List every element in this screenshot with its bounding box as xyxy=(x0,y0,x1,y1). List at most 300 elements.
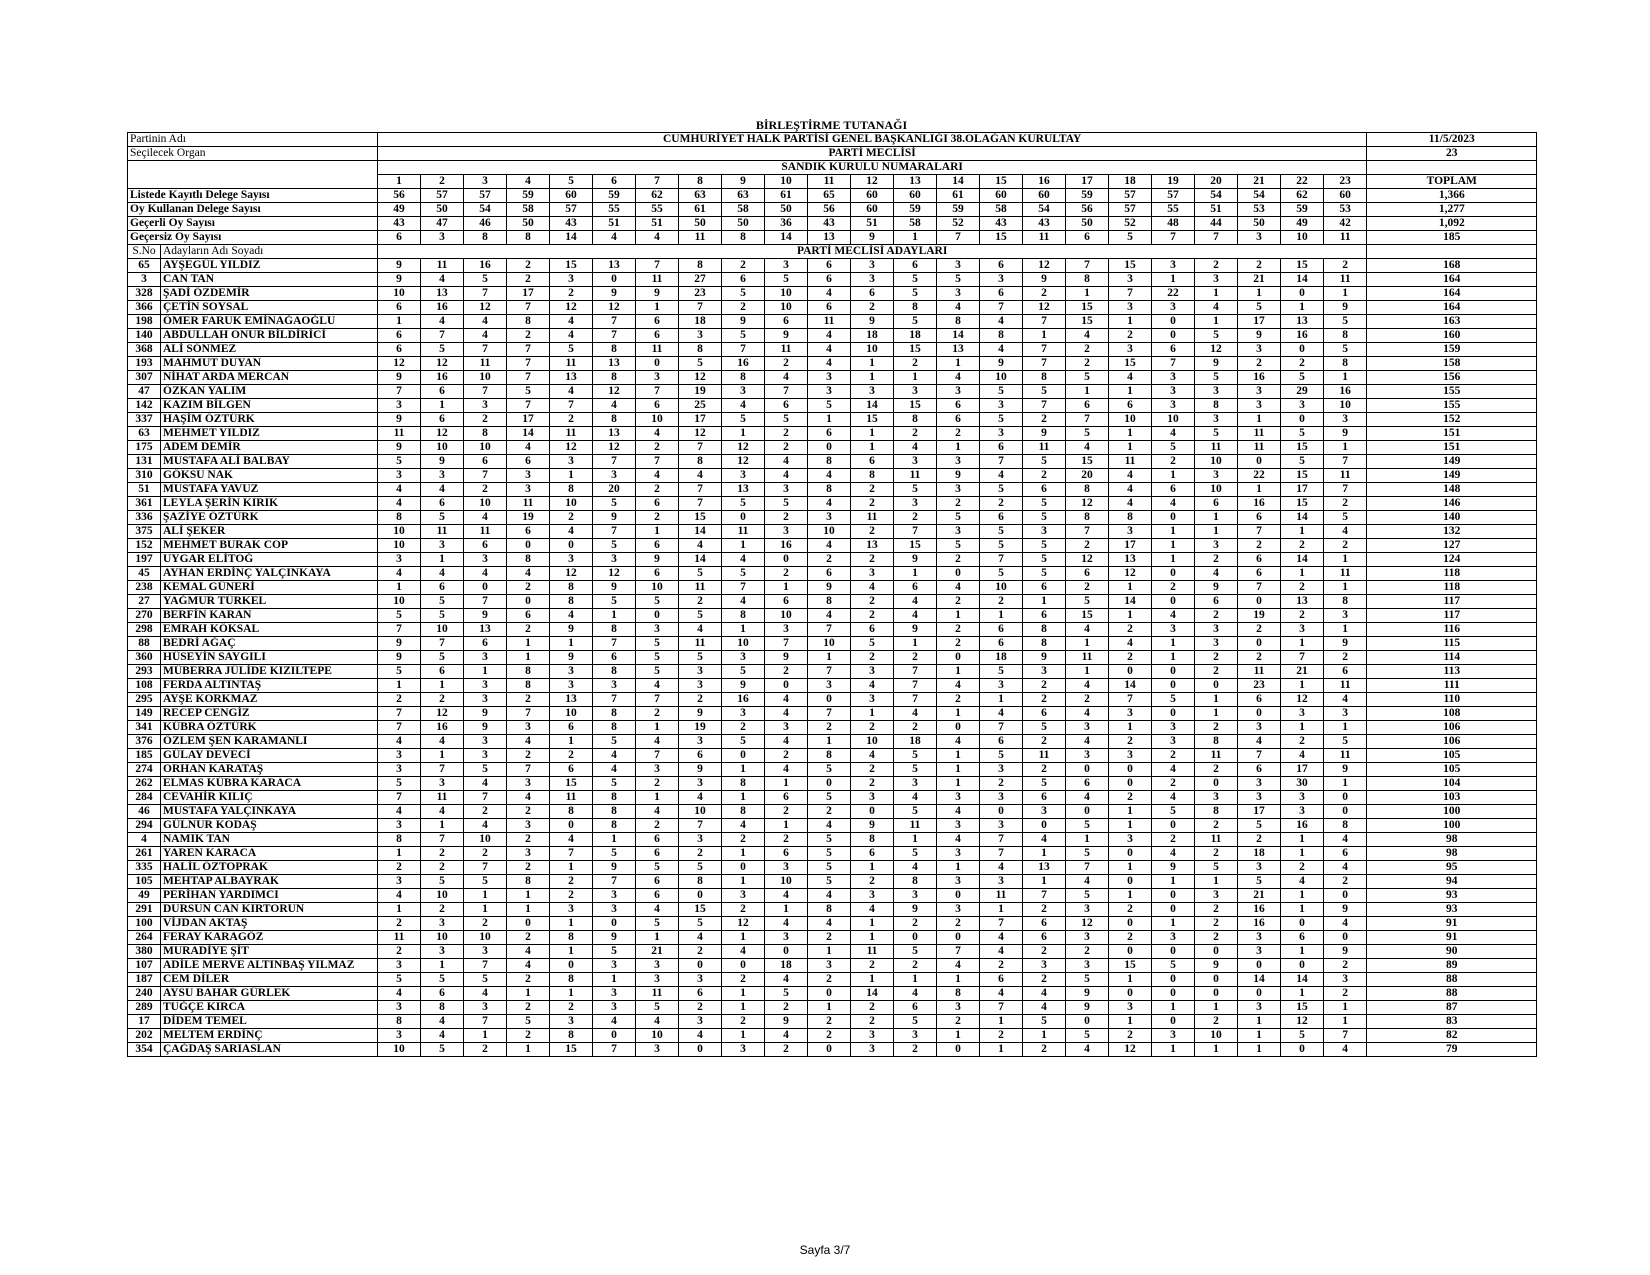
vote-count: 4 xyxy=(851,679,894,693)
vote-count: 3 xyxy=(722,889,765,903)
vote-count: 0 xyxy=(722,749,765,763)
candidate-row xyxy=(128,749,1537,763)
candidate-total: 88 xyxy=(1367,973,1537,987)
vote-count: 6 xyxy=(1023,707,1066,721)
vote-count: 2 xyxy=(1066,357,1109,371)
vote-count: 9 xyxy=(1195,959,1238,973)
vote-count: 9 xyxy=(593,931,636,945)
vote-count: 4 xyxy=(808,917,851,931)
vote-count: 2 xyxy=(722,973,765,987)
vote-count: 3 xyxy=(378,819,421,833)
vote-count: 1 xyxy=(851,973,894,987)
vote-count: 10 xyxy=(1324,399,1367,413)
vote-count: 4 xyxy=(636,679,679,693)
vote-count: 9 xyxy=(1152,861,1195,875)
vote-count: 8 xyxy=(1324,595,1367,609)
vote-count: 4 xyxy=(1324,833,1367,847)
summary-value: 54 xyxy=(1023,203,1066,217)
vote-count: 15 xyxy=(1066,301,1109,315)
vote-count: 15 xyxy=(550,259,593,273)
vote-count: 3 xyxy=(593,987,636,1001)
candidate-name: DİDEM TEMEL xyxy=(161,1015,378,1029)
vote-count: 1 xyxy=(980,693,1023,707)
vote-count: 5 xyxy=(894,847,937,861)
vote-count: 10 xyxy=(980,581,1023,595)
vote-count: 2 xyxy=(1281,861,1324,875)
column-number: 11 xyxy=(808,175,851,189)
vote-count: 0 xyxy=(1324,931,1367,945)
vote-count: 8 xyxy=(722,609,765,623)
vote-count: 2 xyxy=(1152,833,1195,847)
vote-count: 1 xyxy=(1281,525,1324,539)
candidate-row xyxy=(128,791,1537,805)
vote-count: 7 xyxy=(593,875,636,889)
vote-count: 1 xyxy=(808,413,851,427)
vote-count: 0 xyxy=(1109,987,1152,1001)
vote-count: 3 xyxy=(1152,1029,1195,1043)
vote-count: 9 xyxy=(1324,427,1367,441)
vote-count: 1 xyxy=(507,651,550,665)
vote-count: 6 xyxy=(1066,777,1109,791)
vote-count: 4 xyxy=(636,469,679,483)
vote-count: 4 xyxy=(1324,917,1367,931)
vote-count: 3 xyxy=(937,455,980,469)
vote-count: 0 xyxy=(1281,287,1324,301)
vote-count: 6 xyxy=(1023,609,1066,623)
vote-count: 19 xyxy=(679,385,722,399)
candidate-name: ORHAN KARATAŞ xyxy=(161,763,378,777)
vote-count: 15 xyxy=(1109,259,1152,273)
vote-count: 7 xyxy=(1066,861,1109,875)
vote-count: 2 xyxy=(464,917,507,931)
vote-count: 4 xyxy=(808,287,851,301)
vote-count: 3 xyxy=(507,469,550,483)
vote-count: 14 xyxy=(851,399,894,413)
vote-count: 3 xyxy=(1109,301,1152,315)
vote-count: 4 xyxy=(378,805,421,819)
summary-value: 43 xyxy=(550,217,593,231)
vote-count: 10 xyxy=(808,525,851,539)
vote-count: 3 xyxy=(378,1029,421,1043)
summary-value: 56 xyxy=(1066,203,1109,217)
vote-count: 3 xyxy=(378,875,421,889)
summary-value: 60 xyxy=(851,203,894,217)
vote-count: 10 xyxy=(550,497,593,511)
vote-count: 0 xyxy=(593,917,636,931)
vote-count: 2 xyxy=(894,1043,937,1057)
candidate-row xyxy=(128,679,1537,693)
vote-count: 2 xyxy=(851,553,894,567)
vote-count: 4 xyxy=(1152,791,1195,805)
summary-value: 51 xyxy=(593,217,636,231)
vote-count: 2 xyxy=(1109,623,1152,637)
vote-count: 4 xyxy=(421,1015,464,1029)
candidate-total: 148 xyxy=(1367,483,1537,497)
vote-count: 13 xyxy=(1023,861,1066,875)
column-number: 20 xyxy=(1195,175,1238,189)
vote-count: 3 xyxy=(464,399,507,413)
vote-count: 12 xyxy=(378,357,421,371)
candidate-name: ÇAĞDAŞ SARIASLAN xyxy=(161,1043,378,1057)
vote-count: 3 xyxy=(1066,959,1109,973)
vote-count: 3 xyxy=(851,259,894,273)
candidate-total: 113 xyxy=(1367,665,1537,679)
vote-count: 0 xyxy=(722,861,765,875)
vote-count: 3 xyxy=(851,693,894,707)
vote-count: 6 xyxy=(593,651,636,665)
candidate-name: MEHMET YILDIZ xyxy=(161,427,378,441)
candidate-name: UYGAR ELİTOĞ xyxy=(161,553,378,567)
candidate-name: BEDRİ AĞAÇ xyxy=(161,637,378,651)
vote-count: 1 xyxy=(1238,1015,1281,1029)
candidate-name: BERFİN KARAN xyxy=(161,609,378,623)
vote-count: 2 xyxy=(851,763,894,777)
summary-value: 14 xyxy=(765,231,808,245)
vote-count: 15 xyxy=(1109,357,1152,371)
vote-count: 2 xyxy=(550,749,593,763)
vote-count: 6 xyxy=(1109,399,1152,413)
summary-value: 57 xyxy=(550,203,593,217)
vote-count: 8 xyxy=(593,721,636,735)
vote-count: 1 xyxy=(464,889,507,903)
candidate-row xyxy=(128,525,1537,539)
vote-count: 3 xyxy=(636,371,679,385)
vote-count: 4 xyxy=(593,1015,636,1029)
vote-count: 1 xyxy=(1281,847,1324,861)
vote-count: 2 xyxy=(980,595,1023,609)
vote-count: 2 xyxy=(1195,819,1238,833)
candidate-name: MELTEM ERDİNÇ xyxy=(161,1029,378,1043)
vote-count: 12 xyxy=(1066,917,1109,931)
vote-count: 8 xyxy=(593,805,636,819)
candidates-header-row xyxy=(128,245,1537,259)
candidate-number: 108 xyxy=(128,679,161,693)
vote-count: 0 xyxy=(1281,959,1324,973)
vote-count: 0 xyxy=(1238,455,1281,469)
summary-value: 59 xyxy=(507,189,550,203)
vote-count: 12 xyxy=(722,441,765,455)
vote-count: 12 xyxy=(421,707,464,721)
vote-count: 2 xyxy=(1281,357,1324,371)
vote-count: 4 xyxy=(550,385,593,399)
vote-count: 6 xyxy=(937,413,980,427)
vote-count: 11 xyxy=(550,357,593,371)
vote-count: 1 xyxy=(722,847,765,861)
vote-count: 0 xyxy=(722,959,765,973)
vote-count: 0 xyxy=(1109,763,1152,777)
vote-count: 12 xyxy=(1023,259,1066,273)
vote-count: 3 xyxy=(593,903,636,917)
vote-count: 13 xyxy=(722,483,765,497)
vote-count: 7 xyxy=(464,385,507,399)
vote-count: 4 xyxy=(937,371,980,385)
candidate-name: LEYLA ŞERİN KIRIK xyxy=(161,497,378,511)
vote-count: 8 xyxy=(593,791,636,805)
candidate-row xyxy=(128,399,1537,413)
vote-count: 11 xyxy=(1238,665,1281,679)
column-header-row xyxy=(128,175,1537,189)
summary-value: 8 xyxy=(722,231,765,245)
vote-count: 4 xyxy=(1066,329,1109,343)
summary-value: 59 xyxy=(593,189,636,203)
vote-count: 11 xyxy=(464,357,507,371)
vote-count: 4 xyxy=(980,707,1023,721)
vote-count: 11 xyxy=(894,819,937,833)
party-label: Partinin Adı xyxy=(128,133,378,147)
vote-count: 4 xyxy=(765,455,808,469)
vote-count: 10 xyxy=(464,931,507,945)
vote-count: 3 xyxy=(937,847,980,861)
vote-count: 2 xyxy=(1238,623,1281,637)
vote-count: 3 xyxy=(636,959,679,973)
vote-count: 5 xyxy=(593,595,636,609)
vote-count: 6 xyxy=(1281,931,1324,945)
vote-count: 3 xyxy=(550,1015,593,1029)
vote-count: 2 xyxy=(1281,581,1324,595)
vote-count: 3 xyxy=(1281,707,1324,721)
vote-count: 9 xyxy=(1023,427,1066,441)
vote-count: 1 xyxy=(980,903,1023,917)
candidate-name: HAŞİM ÖZTÜRK xyxy=(161,413,378,427)
vote-count: 14 xyxy=(1281,973,1324,987)
vote-count: 2 xyxy=(421,903,464,917)
vote-count: 5 xyxy=(464,763,507,777)
vote-count: 0 xyxy=(1281,413,1324,427)
summary-value: 3 xyxy=(421,231,464,245)
summary-value: 9 xyxy=(851,231,894,245)
vote-count: 3 xyxy=(1152,301,1195,315)
candidate-name: PERİHAN YARDIMCI xyxy=(161,889,378,903)
vote-count: 1 xyxy=(507,889,550,903)
vote-count: 5 xyxy=(464,273,507,287)
vote-count: 3 xyxy=(421,469,464,483)
vote-count: 4 xyxy=(679,1029,722,1043)
vote-count: 5 xyxy=(1152,959,1195,973)
vote-count: 1 xyxy=(636,931,679,945)
vote-count: 7 xyxy=(593,525,636,539)
summary-label: Oy Kullanan Delege Sayısı xyxy=(128,203,378,217)
vote-count: 3 xyxy=(1152,385,1195,399)
vote-count: 5 xyxy=(1152,693,1195,707)
vote-count: 1 xyxy=(894,567,937,581)
summary-value: 63 xyxy=(722,189,765,203)
vote-count: 12 xyxy=(550,567,593,581)
vote-count: 3 xyxy=(980,273,1023,287)
vote-count: 2 xyxy=(765,1043,808,1057)
candidate-name: RECEP CENGİZ xyxy=(161,707,378,721)
vote-count: 3 xyxy=(550,455,593,469)
vote-count: 0 xyxy=(1109,875,1152,889)
vote-count: 8 xyxy=(507,553,550,567)
candidate-total: 111 xyxy=(1367,679,1537,693)
vote-count: 7 xyxy=(894,665,937,679)
vote-count: 10 xyxy=(980,371,1023,385)
vote-count: 6 xyxy=(464,637,507,651)
candidate-name: EMRAH KÖKSAL xyxy=(161,623,378,637)
vote-count: 4 xyxy=(679,623,722,637)
candidate-total: 90 xyxy=(1367,945,1537,959)
vote-count: 7 xyxy=(679,497,722,511)
vote-count: 11 xyxy=(636,987,679,1001)
vote-count: 15 xyxy=(1109,959,1152,973)
vote-count: 5 xyxy=(421,343,464,357)
vote-count: 7 xyxy=(507,357,550,371)
vote-count: 5 xyxy=(937,539,980,553)
vote-count: 10 xyxy=(1152,413,1195,427)
vote-count: 10 xyxy=(464,497,507,511)
vote-count: 2 xyxy=(679,945,722,959)
vote-count: 3 xyxy=(421,777,464,791)
summary-value: 1 xyxy=(894,231,937,245)
vote-count: 5 xyxy=(1023,455,1066,469)
vote-count: 2 xyxy=(765,665,808,679)
vote-count: 3 xyxy=(851,273,894,287)
vote-count: 11 xyxy=(1195,833,1238,847)
vote-count: 8 xyxy=(808,483,851,497)
candidate-name: CEVAHİR KILIÇ xyxy=(161,791,378,805)
vote-count: 11 xyxy=(808,315,851,329)
vote-count: 5 xyxy=(851,637,894,651)
vote-count: 5 xyxy=(1023,777,1066,791)
vote-count: 11 xyxy=(421,525,464,539)
vote-count: 7 xyxy=(980,847,1023,861)
column-number: 9 xyxy=(722,175,765,189)
summary-value: 60 xyxy=(550,189,593,203)
vote-count: 14 xyxy=(679,553,722,567)
vote-count: 6 xyxy=(636,329,679,343)
vote-count: 4 xyxy=(636,805,679,819)
vote-count: 5 xyxy=(894,315,937,329)
vote-count: 3 xyxy=(765,623,808,637)
vote-count: 1 xyxy=(1152,917,1195,931)
vote-count: 11 xyxy=(550,427,593,441)
vote-count: 5 xyxy=(980,749,1023,763)
vote-count: 8 xyxy=(550,483,593,497)
vote-count: 10 xyxy=(636,413,679,427)
vote-count: 5 xyxy=(1152,441,1195,455)
vote-count: 2 xyxy=(1152,455,1195,469)
vote-count: 1 xyxy=(636,301,679,315)
vote-count: 14 xyxy=(1281,511,1324,525)
vote-count: 3 xyxy=(722,385,765,399)
vote-count: 2 xyxy=(507,833,550,847)
vote-count: 5 xyxy=(636,595,679,609)
vote-count: 3 xyxy=(1281,791,1324,805)
vote-count: 7 xyxy=(636,259,679,273)
vote-count: 1 xyxy=(722,623,765,637)
vote-count: 2 xyxy=(894,651,937,665)
candidate-row xyxy=(128,973,1537,987)
vote-count: 7 xyxy=(464,287,507,301)
vote-count: 6 xyxy=(980,973,1023,987)
candidate-total: 79 xyxy=(1367,1043,1537,1057)
candidate-row xyxy=(128,721,1537,735)
summary-value: 6 xyxy=(1066,231,1109,245)
candidate-row xyxy=(128,651,1537,665)
vote-count: 8 xyxy=(378,833,421,847)
vote-count: 14 xyxy=(851,987,894,1001)
vote-count: 5 xyxy=(636,651,679,665)
vote-count: 8 xyxy=(593,413,636,427)
summary-value: 53 xyxy=(1324,203,1367,217)
vote-count: 4 xyxy=(421,805,464,819)
summary-value: 6 xyxy=(378,231,421,245)
vote-count: 5 xyxy=(507,1015,550,1029)
vote-count: 1 xyxy=(1281,721,1324,735)
vote-count: 3 xyxy=(851,1029,894,1043)
candidate-total: 149 xyxy=(1367,469,1537,483)
candidate-name: ÖZKAN YALIM xyxy=(161,385,378,399)
vote-count: 4 xyxy=(851,903,894,917)
summary-value: 43 xyxy=(980,217,1023,231)
candidate-name: CAN TAN xyxy=(161,273,378,287)
vote-count: 2 xyxy=(808,1015,851,1029)
vote-count: 15 xyxy=(1281,469,1324,483)
vote-count: 3 xyxy=(378,763,421,777)
summary-value: 49 xyxy=(1281,217,1324,231)
vote-count: 9 xyxy=(636,287,679,301)
vote-count: 3 xyxy=(1324,707,1367,721)
vote-count: 2 xyxy=(1324,959,1367,973)
vote-count: 4 xyxy=(894,861,937,875)
vote-count: 3 xyxy=(937,483,980,497)
vote-count: 4 xyxy=(765,469,808,483)
vote-count: 3 xyxy=(937,259,980,273)
vote-count: 1 xyxy=(722,763,765,777)
vote-count: 5 xyxy=(1324,735,1367,749)
vote-count: 5 xyxy=(980,483,1023,497)
vote-count: 1 xyxy=(937,609,980,623)
vote-count: 7 xyxy=(464,959,507,973)
summary-value: 63 xyxy=(679,189,722,203)
summary-value: 51 xyxy=(1195,203,1238,217)
vote-count: 6 xyxy=(636,875,679,889)
vote-count: 2 xyxy=(1195,903,1238,917)
candidate-total: 155 xyxy=(1367,385,1537,399)
vote-count: 6 xyxy=(722,273,765,287)
vote-count: 3 xyxy=(1238,1001,1281,1015)
vote-count: 11 xyxy=(765,343,808,357)
vote-count: 15 xyxy=(1066,315,1109,329)
candidate-number: 131 xyxy=(128,455,161,469)
summary-value: 57 xyxy=(421,189,464,203)
vote-count: 4 xyxy=(1152,847,1195,861)
vote-count: 1 xyxy=(765,777,808,791)
vote-count: 1 xyxy=(1066,637,1109,651)
vote-count: 7 xyxy=(378,623,421,637)
vote-count: 0 xyxy=(937,721,980,735)
vote-count: 3 xyxy=(1152,399,1195,413)
vote-count: 7 xyxy=(980,917,1023,931)
vote-count: 8 xyxy=(679,455,722,469)
vote-count: 2 xyxy=(1152,749,1195,763)
candidate-row xyxy=(128,777,1537,791)
column-number: 3 xyxy=(464,175,507,189)
candidate-total: 108 xyxy=(1367,707,1537,721)
vote-count: 4 xyxy=(1152,609,1195,623)
candidate-total: 146 xyxy=(1367,497,1537,511)
vote-count: 2 xyxy=(679,693,722,707)
vote-count: 3 xyxy=(507,721,550,735)
vote-count: 4 xyxy=(464,511,507,525)
vote-count: 3 xyxy=(464,749,507,763)
vote-count: 1 xyxy=(894,637,937,651)
vote-count: 5 xyxy=(1066,973,1109,987)
vote-count: 3 xyxy=(765,259,808,273)
candidate-row xyxy=(128,945,1537,959)
vote-count: 3 xyxy=(1238,343,1281,357)
vote-count: 3 xyxy=(593,469,636,483)
